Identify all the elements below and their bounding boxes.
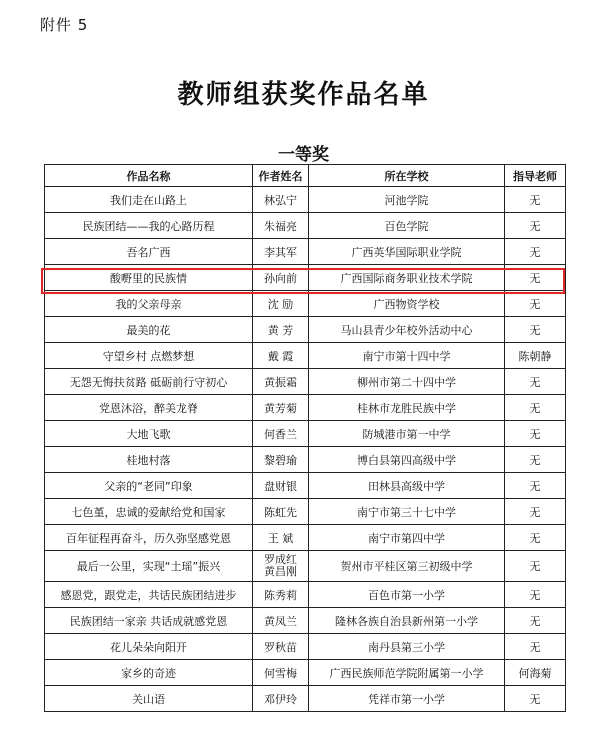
cell-author: 沈 励 [253, 291, 309, 317]
cell-work-title: 民族团结一家亲 共话成就感党恩 [45, 608, 253, 634]
cell-work-title: 桂地村落 [45, 447, 253, 473]
cell-advisor: 无 [505, 369, 566, 395]
cell-work-title: 感恩党，跟党走，共话民族团结进步 [45, 582, 253, 608]
cell-school: 柳州市第二十四中学 [309, 369, 505, 395]
cell-author: 孙向前 [253, 265, 309, 291]
cell-advisor: 无 [505, 265, 566, 291]
cell-author: 陈秀莉 [253, 582, 309, 608]
cell-author: 陈虹先 [253, 499, 309, 525]
table-row [45, 634, 566, 660]
cell-school: 广西国际商务职业技术学院 [309, 265, 505, 291]
cell-school: 南宁市第三十七中学 [309, 499, 505, 525]
cell-school: 贺州市平桂区第三初级中学 [309, 551, 505, 582]
cell-author: 黎碧瑜 [253, 447, 309, 473]
table-row [45, 265, 566, 291]
cell-work-title: 大地飞歌 [45, 421, 253, 447]
cell-school: 田林县高级中学 [309, 473, 505, 499]
cell-work-title: 家乡的奇迹 [45, 660, 253, 686]
cell-author: 黄凤兰 [253, 608, 309, 634]
cell-school: 防城港市第一中学 [309, 421, 505, 447]
award-table [44, 164, 566, 712]
table-row [45, 473, 566, 499]
table-header-row [45, 165, 566, 187]
cell-author: 何雪梅 [253, 660, 309, 686]
cell-advisor: 无 [505, 187, 566, 213]
table-row [45, 660, 566, 686]
cell-advisor: 无 [505, 239, 566, 265]
cell-school: 南宁市第十四中学 [309, 343, 505, 369]
cell-work-title: 无怨无悔扶贫路 砥砺前行守初心 [45, 369, 253, 395]
cell-advisor: 无 [505, 608, 566, 634]
table-row [45, 239, 566, 265]
cell-advisor: 无 [505, 395, 566, 421]
cell-advisor: 无 [505, 213, 566, 239]
cell-advisor: 无 [505, 291, 566, 317]
cell-author: 黄芳菊 [253, 395, 309, 421]
cell-work-title: 花儿朵朵向阳开 [45, 634, 253, 660]
cell-author: 朱福亮 [253, 213, 309, 239]
cell-author: 戴 霞 [253, 343, 309, 369]
cell-advisor: 无 [505, 551, 566, 582]
cell-advisor: 陈朝静 [505, 343, 566, 369]
cell-work-title: 最美的花 [45, 317, 253, 343]
cell-advisor: 无 [505, 421, 566, 447]
cell-school: 马山县青少年校外活动中心 [309, 317, 505, 343]
cell-school: 百色学院 [309, 213, 505, 239]
cell-advisor: 无 [505, 447, 566, 473]
table-row [45, 421, 566, 447]
cell-author: 黄 芳 [253, 317, 309, 343]
table-row [45, 686, 566, 712]
cell-school: 广西英华国际职业学院 [309, 239, 505, 265]
cell-work-title: 七色堇，忠诚的爱献给党和国家 [45, 499, 253, 525]
table-row [45, 447, 566, 473]
table-row [45, 395, 566, 421]
table-row [45, 369, 566, 395]
cell-work-title: 最后一公里，实现“土瑶”振兴 [45, 551, 253, 582]
cell-author: 林弘宁 [253, 187, 309, 213]
cell-advisor: 何海菊 [505, 660, 566, 686]
header-author: 作者姓名 [253, 165, 309, 187]
table-row [45, 499, 566, 525]
cell-school: 广西民族师范学院附属第一小学 [309, 660, 505, 686]
award-level-heading: 一等奖 [278, 145, 329, 165]
cell-author: 何香兰 [253, 421, 309, 447]
table-row [45, 187, 566, 213]
cell-author: 盘财银 [253, 473, 309, 499]
cell-work-title: 民族团结——我的心路历程 [45, 213, 253, 239]
cell-school: 南丹县第三小学 [309, 634, 505, 660]
cell-school: 河池学院 [309, 187, 505, 213]
cell-work-title: 我们走在山路上 [45, 187, 253, 213]
table-row [45, 582, 566, 608]
table-row [45, 551, 566, 582]
cell-school: 隆林各族自治县新州第一小学 [309, 608, 505, 634]
cell-author: 罗成红 黄昌刚 [253, 551, 309, 582]
cell-school: 博白县第四高级中学 [309, 447, 505, 473]
cell-author: 王 斌 [253, 525, 309, 551]
cell-author: 李其军 [253, 239, 309, 265]
table-row [45, 317, 566, 343]
cell-advisor: 无 [505, 525, 566, 551]
cell-work-title: 酸嘢里的民族情 [45, 265, 253, 291]
cell-advisor: 无 [505, 686, 566, 712]
cell-school: 南宁市第四中学 [309, 525, 505, 551]
cell-advisor: 无 [505, 582, 566, 608]
cell-work-title: 百年征程再奋斗，历久弥坚感党恩 [45, 525, 253, 551]
document-title: 教师组获奖作品名单 [177, 80, 430, 110]
header-advisor: 指导老师 [505, 165, 566, 187]
attachment-label: 附件 5 [40, 16, 89, 34]
cell-advisor: 无 [505, 499, 566, 525]
cell-work-title: 我的父亲母亲 [45, 291, 253, 317]
cell-school: 百色市第一小学 [309, 582, 505, 608]
header-work-title: 作品名称 [45, 165, 253, 187]
table-row [45, 343, 566, 369]
header-school: 所在学校 [309, 165, 505, 187]
cell-author: 邓伊玲 [253, 686, 309, 712]
table-row [45, 525, 566, 551]
table-row [45, 608, 566, 634]
cell-author: 黄振霜 [253, 369, 309, 395]
cell-advisor: 无 [505, 317, 566, 343]
table-row [45, 291, 566, 317]
cell-work-title: 守望乡村 点燃梦想 [45, 343, 253, 369]
cell-school: 广西物资学校 [309, 291, 505, 317]
cell-advisor: 无 [505, 473, 566, 499]
cell-work-title: 吾名广西 [45, 239, 253, 265]
cell-work-title: 党恩沐浴，醉美龙脊 [45, 395, 253, 421]
table-row [45, 213, 566, 239]
cell-work-title: 父亲的“老同”印象 [45, 473, 253, 499]
cell-advisor: 无 [505, 634, 566, 660]
cell-work-title: 关山语 [45, 686, 253, 712]
cell-author: 罗秋苗 [253, 634, 309, 660]
cell-school: 凭祥市第一小学 [309, 686, 505, 712]
cell-school: 桂林市龙胜民族中学 [309, 395, 505, 421]
